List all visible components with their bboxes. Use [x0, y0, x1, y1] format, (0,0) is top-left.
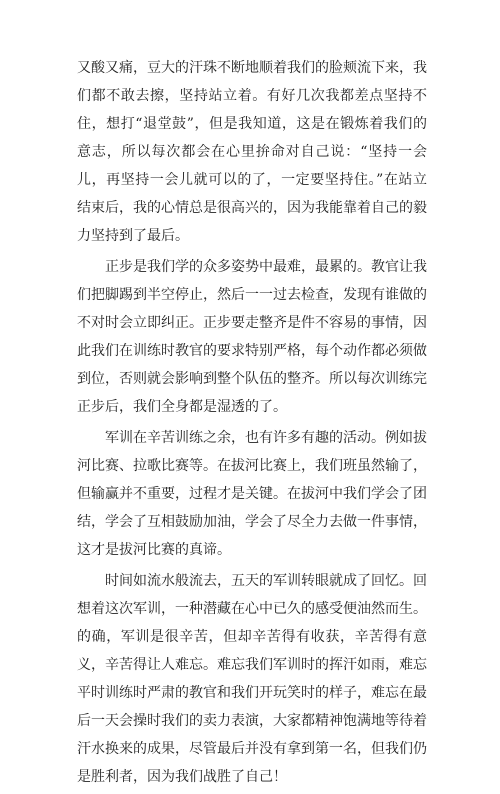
paragraph-3: 军训在辛苦训练之余，也有许多有趣的活动。例如拔河比赛、拉歌比赛等。在拔河比赛上，我们班虽然输了，但输赢并不重要，过程才是关键。在拔河中我们学会了团结，学会了互相鼓励加油，学会了尽全力去做一件事情，这才是拔河比赛的真谛。: [77, 430, 427, 558]
paragraph-4: 时间如流水般流去，五天的军训转眼就成了回忆。回想着这次军训，一种潜藏在心中已久的感受便油然而生。的确，军训是很辛苦，但却辛苦得有收获，辛苦得有意义，辛苦得让人难忘。难忘我们军训时的挥汗如雨，难忘平时训练时严肃的教官和我们开玩笑时的样子，难忘在最后一天会操时我们的卖力表演，大家都精神饱满地等待着汗水换来的成果，尽管最后并没有拿到第一名，但我们仍是胜利者，因为我们战胜了自己！: [77, 573, 427, 785]
paragraph-1: 又酸又痛，豆大的汗珠不断地顺着我们的脸颊流下来，我们都不敢去擦，坚持站立着。有好几次我都差点坚持不住，想打“退堂鼓”，但是我知道，这是在锻炼着我们的意志，所以每次都会在心里拚命对自己说：“坚持一会儿，再坚持一会儿就可以的了，一定要坚持住。”在站立结束后，我的心情总是很高兴的，因为我能靠着自己的毅力坚持到了最后。: [77, 60, 427, 244]
paragraph-2: 正步是我们学的众多姿势中最难，最累的。教官让我们把脚踢到半空停止，然后一一过去检查，发现有谁做的不对时会立即纠正。正步要走整齐是件不容易的事情，因此我们在训练时教官的要求特别严格，每个动作都必须做到位，否则就会影响到整个队伍的整齐。所以每次训练完正步后，我们全身都是湿透的了。: [77, 259, 427, 415]
document-body: [77, 54, 427, 794]
